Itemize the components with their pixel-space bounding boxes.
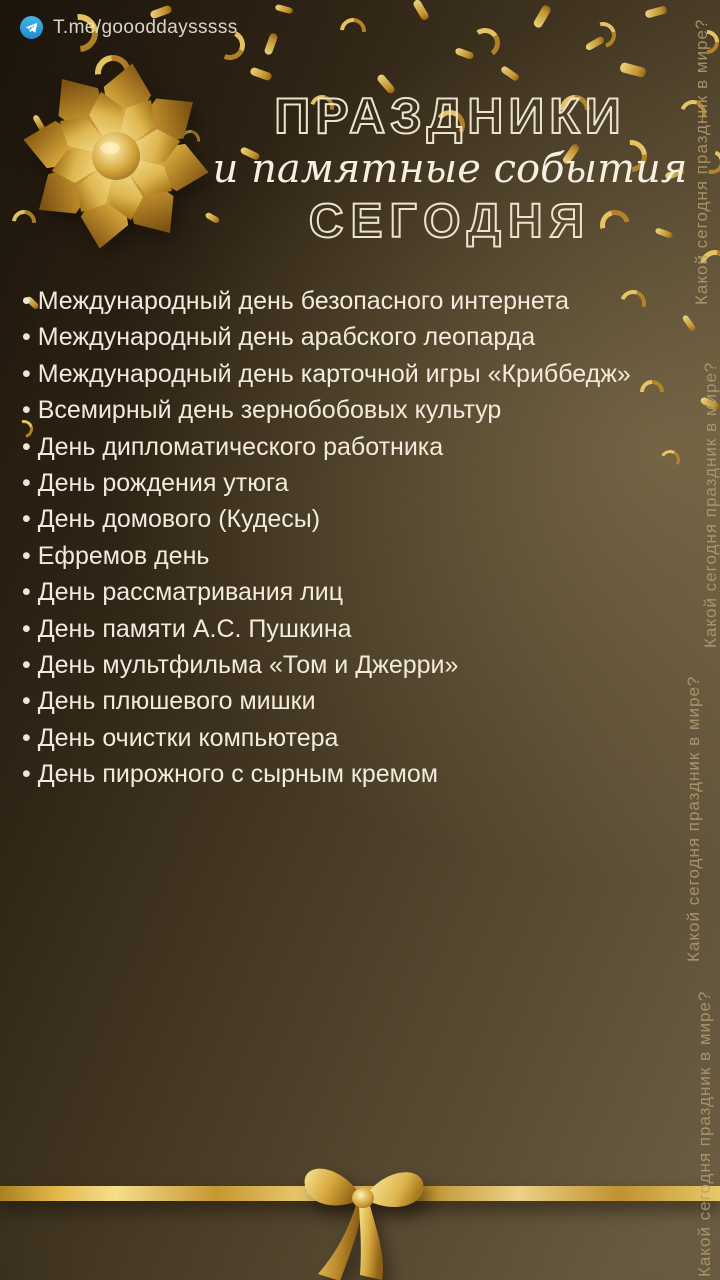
title-line-holidays: ПРАЗДНИКИ <box>274 88 626 144</box>
holiday-item: • Международный день безопасного интернета <box>22 283 698 319</box>
title-line-today: СЕГОДНЯ <box>308 194 592 248</box>
confetti-piece <box>412 0 430 22</box>
holiday-item: • Всемирный день зернобобовых культур <box>22 392 698 428</box>
holiday-list <box>22 283 698 793</box>
gift-ribbon-bow-icon <box>288 1146 438 1280</box>
side-caption: Какой сегодня праздник в мире? <box>692 18 711 305</box>
holiday-item: • День пирожного с сырным кремом <box>22 756 698 792</box>
confetti-piece <box>619 62 647 78</box>
holiday-item: • День мультфильма «Том и Джерри» <box>22 647 698 683</box>
side-caption: Какой сегодня праздник в мире? <box>695 990 714 1277</box>
confetti-piece <box>532 4 552 29</box>
holiday-item: • Ефремов день <box>22 538 698 574</box>
telegram-icon <box>20 16 43 39</box>
holiday-item: • День дипломатического работника <box>22 429 698 465</box>
holiday-item: • День рассматривания лиц <box>22 574 698 610</box>
channel-watermark <box>20 16 238 39</box>
confetti-piece <box>500 65 520 82</box>
holiday-item: • День памяти А.С. Пушкина <box>22 611 698 647</box>
holiday-item: • Международный день карточной игры «Криббедж» <box>22 356 698 392</box>
side-caption: Какой сегодня праздник в мире? <box>701 361 720 648</box>
channel-name: T.me/goooddaysssss <box>53 16 238 38</box>
gift-star-bow-icon <box>14 58 218 258</box>
holiday-item: • День плюшевого мишки <box>22 683 698 719</box>
poster-title <box>212 90 688 247</box>
confetti-piece <box>644 5 667 18</box>
holiday-item: • День рождения утюга <box>22 465 698 501</box>
side-caption: Какой сегодня праздник в мире? <box>684 675 703 962</box>
confetti-piece <box>274 4 293 15</box>
holiday-item: • Международный день арабского леопарда <box>22 319 698 355</box>
confetti-piece <box>263 32 278 55</box>
confetti-piece <box>249 66 272 81</box>
confetti-piece <box>335 13 372 50</box>
title-line-script: и памятные события <box>212 145 688 192</box>
holiday-item: • День домового (Кудесы) <box>22 501 698 537</box>
holiday-item: • День очистки компьютера <box>22 720 698 756</box>
